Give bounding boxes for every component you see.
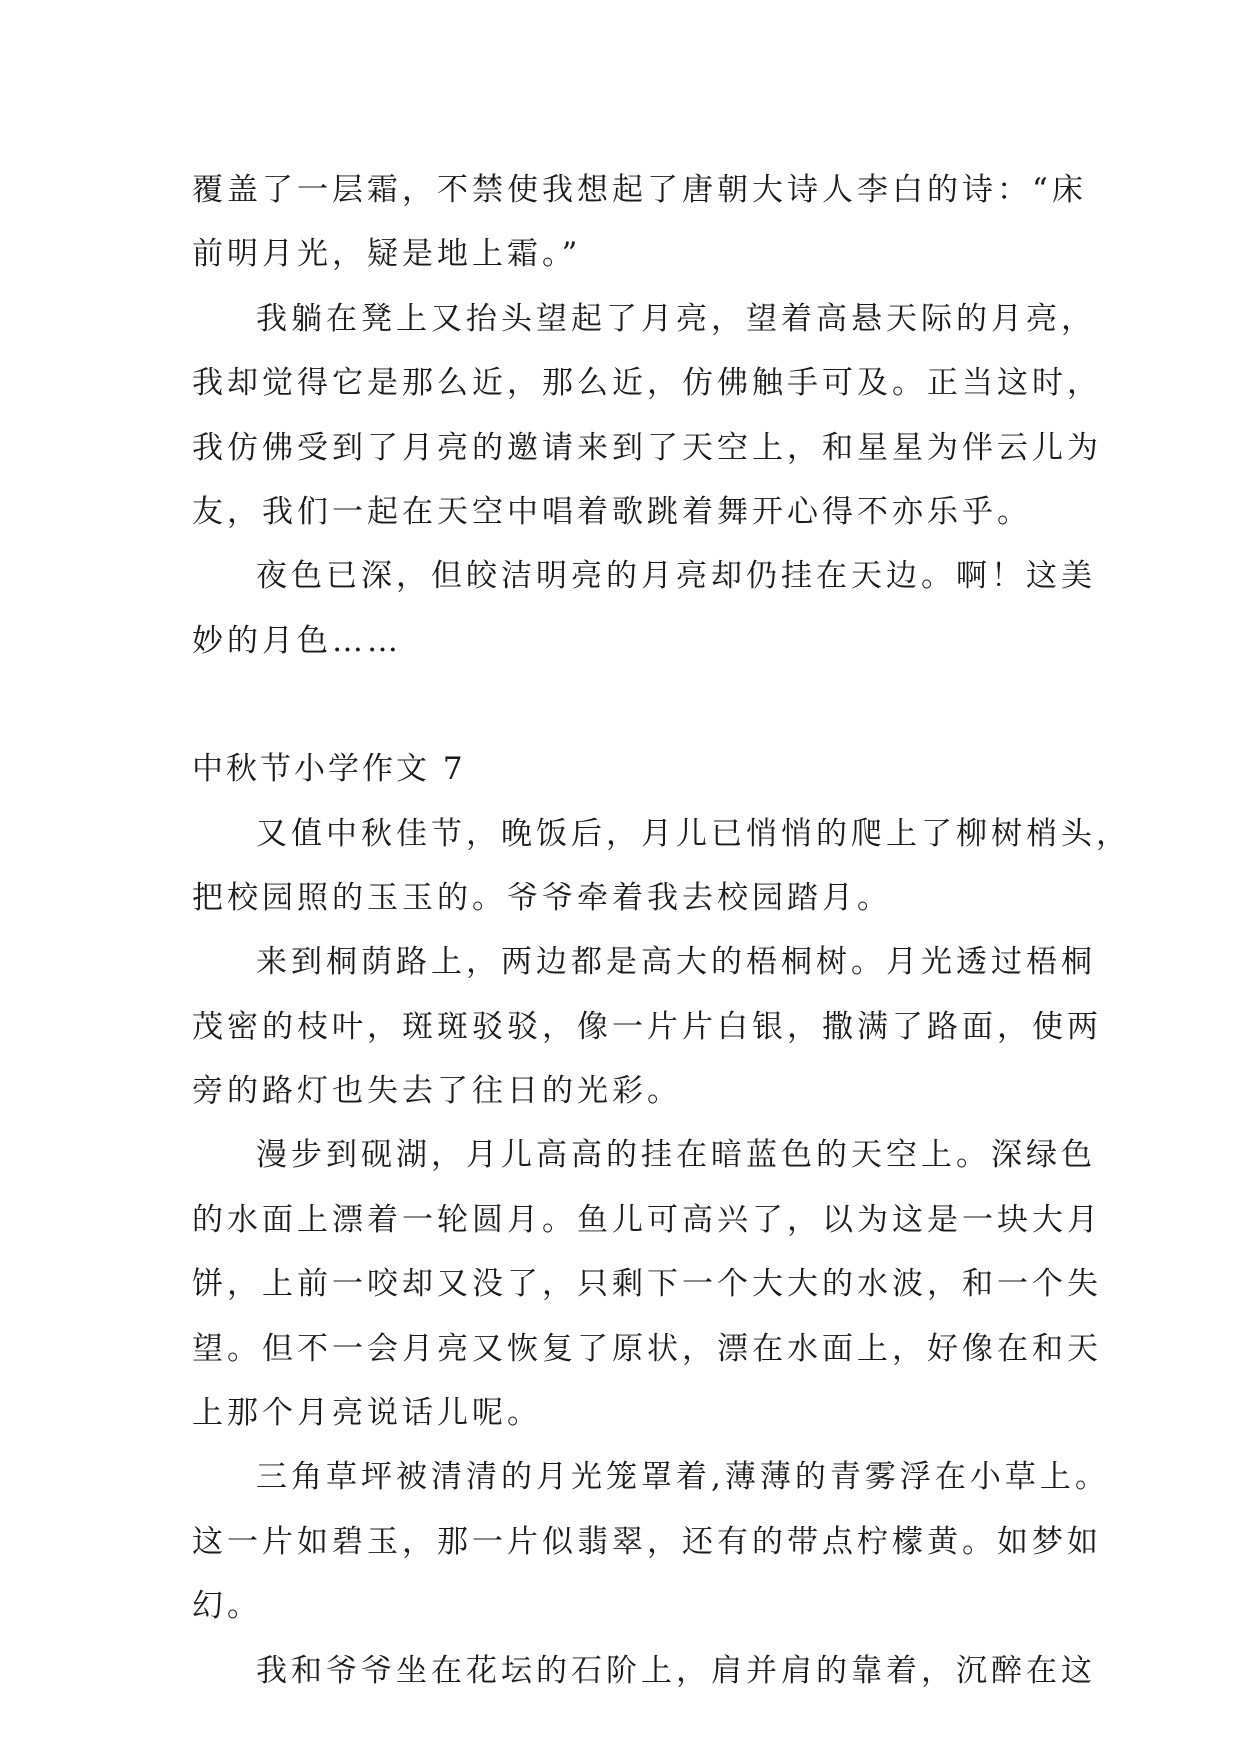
text-line: 这一片如碧玉，那一片似翡翠，还有的带点柠檬黄。如梦如 xyxy=(192,1523,1102,1560)
section-gap xyxy=(192,673,1062,737)
text-line: 又值中秋佳节，晚饭后，月儿已悄悄的爬上了柳树梢头， xyxy=(256,815,1131,852)
text-line: 茂密的枝叶，斑斑驳驳，像一片片白银，撒满了路面，使两 xyxy=(192,1008,1102,1045)
section-title: 中秋节小学作文 7 xyxy=(192,751,466,788)
text-line: 前明月光，疑是地上霜。” xyxy=(192,236,582,273)
text-line: 友，我们一起在天空中唱着歌跳着舞开心得不亦乐乎。 xyxy=(192,493,1032,530)
text-line: 我却觉得它是那么近，那么近，仿佛触手可及。正当这时， xyxy=(192,365,1102,402)
text-line: 来到桐荫路上，两边都是高大的梧桐树。月光透过梧桐 xyxy=(256,944,1096,981)
text-line: 望。但不一会月亮又恢复了原状，漂在水面上，好像在和天 xyxy=(192,1330,1102,1367)
text-line: 上那个月亮说话儿呢。 xyxy=(192,1395,542,1432)
text-line: 漫步到砚湖，月儿高高的挂在暗蓝色的天空上。深绿色 xyxy=(256,1137,1096,1174)
text-line: 我仿佛受到了月亮的邀请来到了天空上，和星星为伴云儿为 xyxy=(192,429,1102,466)
text-line: 三角草坪被清清的月光笼罩着,薄薄的青雾浮在小草上。 xyxy=(256,1459,1110,1496)
text-line: 的水面上漂着一轮圆月。鱼儿可高兴了，以为这是一块大月 xyxy=(192,1201,1102,1238)
text-line: 覆盖了一层霜，不禁使我想起了唐朝大诗人李白的诗：“床 xyxy=(192,172,1087,208)
document-body xyxy=(192,158,1131,1703)
text-line: 妙的月色…… xyxy=(192,622,402,659)
text-line: 幻。 xyxy=(192,1588,262,1625)
text-line: 把校园照的玉玉的。爷爷牵着我去校园踏月。 xyxy=(192,879,892,916)
text-line: 我躺在凳上又抬头望起了月亮，望着高悬天际的月亮， xyxy=(256,300,1096,337)
text-line: 旁的路灯也失去了往日的光彩。 xyxy=(192,1073,682,1110)
text-line: 我和爷爷坐在花坛的石阶上，肩并肩的靠着，沉醉在这 xyxy=(256,1652,1096,1689)
text-line: 饼，上前一咬却又没了，只剩下一个大大的水波，和一个失 xyxy=(192,1266,1102,1303)
text-line: 夜色已深，但皎洁明亮的月亮却仍挂在天边。啊！这美 xyxy=(256,558,1096,595)
